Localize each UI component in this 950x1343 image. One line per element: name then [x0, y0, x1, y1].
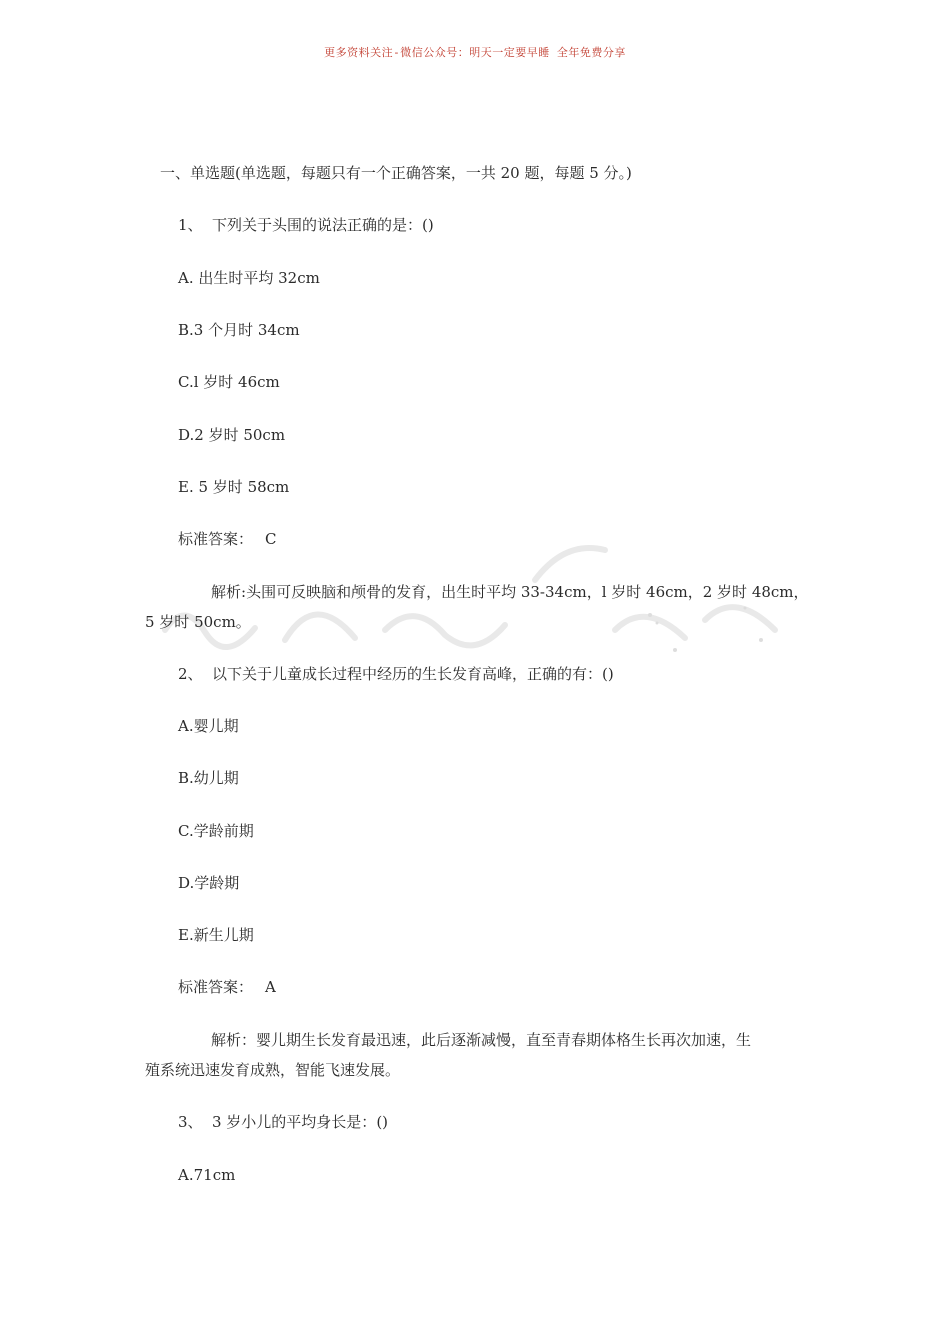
question-2-option-d: D.学龄期: [178, 874, 240, 892]
question-3-stem: [178, 1112, 388, 1132]
question-2-answer: [178, 977, 276, 997]
analysis-label-jie: 解: [211, 583, 227, 601]
question-1-answer: [178, 529, 277, 549]
question-2-analysis: [145, 1025, 810, 1085]
question-1-stem: [178, 215, 434, 235]
question-3-text: 3 岁小儿的平均身长是：(): [212, 1113, 389, 1131]
analysis-label-jie: 解: [211, 1031, 227, 1049]
question-1-text: 下列关于头围的说法正确的是：(): [212, 216, 434, 234]
answer-value: C: [265, 530, 277, 548]
question-2-stem: [178, 664, 614, 684]
question-1-analysis: [145, 577, 810, 637]
question-2-option-c: C.学龄前期: [178, 822, 254, 840]
question-1-option-c: C.l 岁时 46cm: [178, 373, 280, 391]
question-2-text: 以下关于儿童成长过程中经历的生长发育高峰，正确的有：(): [212, 665, 614, 683]
analysis-text-line2: 殖系统迅速发育成熟，智能飞速发展。: [145, 1061, 401, 1079]
analysis-label-xi: 析:: [226, 583, 247, 601]
answer-label: 标准答案：: [178, 530, 254, 548]
question-2-option-b: B.幼儿期: [178, 769, 239, 787]
question-1-option-d: D.2 岁时 50cm: [178, 426, 286, 444]
header-notice: 更多资料关注-微信公众号：明天一定要早睡 全年免费分享: [324, 46, 626, 59]
question-2-option-e: E.新生儿期: [178, 926, 254, 944]
analysis-text-line1: 婴儿期生长发育最迅速，此后逐渐减慢，直至青春期体格生长再次加速，生: [256, 1031, 752, 1049]
question-3-number: 3、: [178, 1113, 203, 1131]
question-1-option-a: A. 出生时平均 32cm: [178, 269, 320, 287]
section-title: 一、单选题(单选题，每题只有一个正确答案，一共 20 题，每题 5 分。): [160, 164, 632, 182]
answer-value: A: [265, 978, 276, 996]
answer-label: 标准答案：: [178, 978, 254, 996]
question-1-option-e: E. 5 岁时 58cm: [178, 478, 290, 496]
analysis-text-line2: 5 岁时 50cm。: [145, 613, 251, 631]
analysis-text-line1: 头围可反映脑和颅骨的发育，出生时平均 33-34cm，l 岁时 46cm，2 岁时 48cm，: [246, 583, 809, 601]
question-3-option-a: A.71cm: [178, 1166, 236, 1184]
question-2-number: 2、: [178, 665, 203, 683]
question-1-number: 1、: [178, 216, 203, 234]
question-2-option-a: A.婴儿期: [178, 717, 239, 735]
question-1-option-b: B.3 个月时 34cm: [178, 321, 300, 339]
analysis-label-xi: 析：: [226, 1031, 257, 1049]
